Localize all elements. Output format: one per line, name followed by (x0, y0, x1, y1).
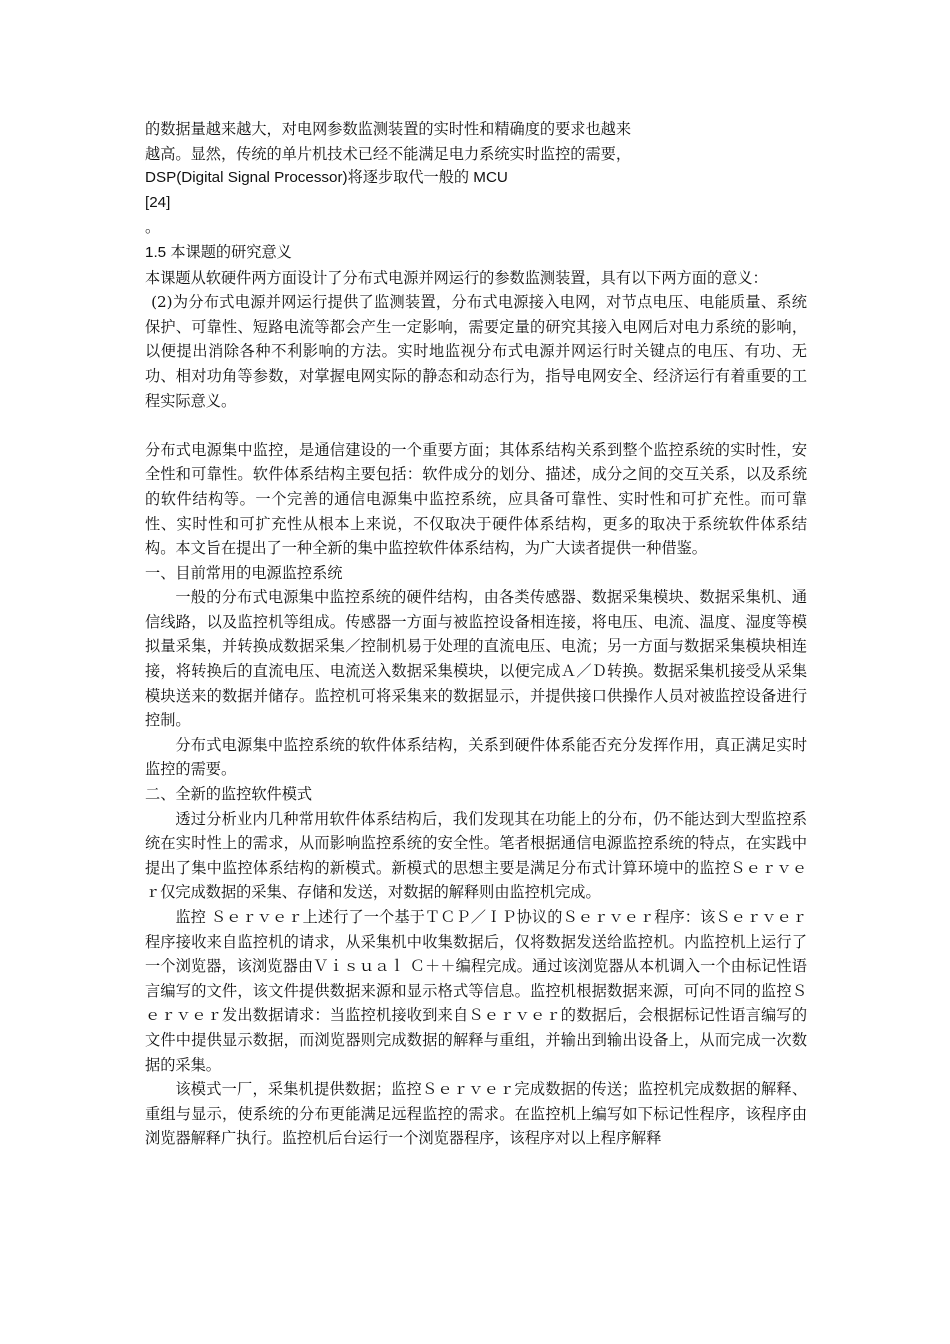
intro-line-3: DSP(Digital Signal Processor)将逐步取代一般的 MCU (145, 169, 508, 187)
heading-new-software-mode: 二、全新的监控软件模式 (145, 785, 313, 804)
section-1-5-paragraph-1: 本课题从软硬件两方面设计了分布式电源并网运行的参数监测装置，具有以下两方面的意义： (145, 268, 768, 287)
section-1-5-paragraph-2: (2)为分布式电源并网运行提供了监测装置，分布式电源接入电网，对节点电压、电能质量、系统保护、可靠性、短路电流等都会产生一定影响，需要定量的研究其接入电网后对电力系统的影响，以便提出消除各种不利影响的方法。实时地监视分布式电源并网运行时关键点的电压、有功、无功、相对功角等参数，对掌握电网实际的静态和动态行为，指导电网安全、经济运行有着重要的工程实际意义。 (145, 293, 807, 410)
body-paragraph-6: 该模式一厂，采集机提供数据；监控Ｓｅｒｖｅｒ完成数据的传送；监控机完成数据的解释、重组与显示，使系统的分布更能满足远程监控的需求。在监控机上编写如下标记性程序，该程序由浏览器解释广执行。监控机后台运行一个浏览器程序，该程序对以上程序解释 (145, 1080, 807, 1148)
section-heading-1-5-text: 1.5 本课题的研究意义 (145, 243, 292, 261)
heading-current-monitoring-systems: 一、目前常用的电源监控系统 (145, 563, 343, 582)
section-heading-1-5 (145, 240, 807, 266)
citation-reference: [24] (145, 193, 171, 211)
document-page (145, 117, 807, 1151)
intro-line-2: 越高。显然，传统的单片机技术已经不能满足电力系统实时监控的需要， (145, 144, 631, 163)
body-paragraph-1: 分布式电源集中监控，是通信建设的一个重要方面；其体系结构关系到整个监控系统的实时性，安全性和可靠性。软件体系结构主要包括：软件成分的划分、描述，成分之间的交互关系，以及系统的软件结构等。一个完善的通信电源集中监控系统，应具备可靠性、实时性和可扩充性。而可靠性、实时性和可扩充性从根本上来说，不仅取决于硬件体系结构，更多的取决于系统软件体系结构。本文旨在提出了一种全新的集中监控软件体系结构，为广大读者提供一种借鉴。 (145, 440, 807, 558)
body-paragraph-4: 透过分析业内几种常用软件体系结构后，我们发现其在功能上的分布，仍不能达到大型监控系统在实时性上的需求，从而影响监控系统的安全性。笔者根据通信电源监控系统的特点，在实践中提出了集中监控体系结构的新模式。新模式的思想主要是满足分布式计算环境中的监控Ｓｅｒｖｅｒ仅完成数据的采集、存储和发送，对数据的解释则由监控机完成。 (145, 809, 807, 902)
paragraph-gap (145, 413, 807, 438)
body-paragraph-5: 监控 Ｓｅｒｖｅｒ上述行了一个基于ＴＣＰ／ＩＰ协议的Ｓｅｒｖｅｒ程序：该Ｓｅｒｖｅｒ程序接收来自监控机的请求，从采集机中收集数据后，仅将数据发送给监控机。内监控机上运行了一个浏览器，该浏览器由Ｖｉｓｕａｌ Ｃ＋＋编程完成。通过该浏览器从本机调入一个由标记性语言编写的文件，该文件提供数据来源和显示格式等信息。监控机根据数据来源，可向不同的监控Ｓｅｒｖｅｒ发出数据请求：当监控机接收到来自Ｓｅｒｖｅｒ的数据后，会根据标记性语言编写的文件中提供显示数据，而浏览器则完成数据的解释与重组，并输出到输出设备上，从而完成一次数据的采集。 (145, 908, 807, 1074)
body-paragraph-3: 分布式电源集中监控系统的软件体系结构，关系到硬件体系能否充分发挥作用，真正满足实时监控的需要。 (145, 735, 807, 779)
body-paragraph-2: 一般的分布式电源集中监控系统的硬件结构，由各类传感器、数据采集模块、数据采集机、通信线路，以及监控机等组成。传感器一方面与被监控设备相连接，将电压、电流、温度、湿度等模拟量采集，并转换成数据采集／控制机易于处理的直流电压、电流；另一方面与数据采集模块相连接，将转换后的直流电压、电流送入数据采集模块，以便完成Ａ／Ｄ转换。数据采集机接受从采集模块送来的数据并储存。监控机可将采集来的数据显示，并提供接口供操作人员对被监控设备进行控制。 (145, 588, 807, 730)
intro-line-1: 的数据量越来越大，对电网参数监测装置的实时性和精确度的要求也越来 (145, 120, 631, 138)
intro-line-5: 。 (145, 218, 161, 237)
